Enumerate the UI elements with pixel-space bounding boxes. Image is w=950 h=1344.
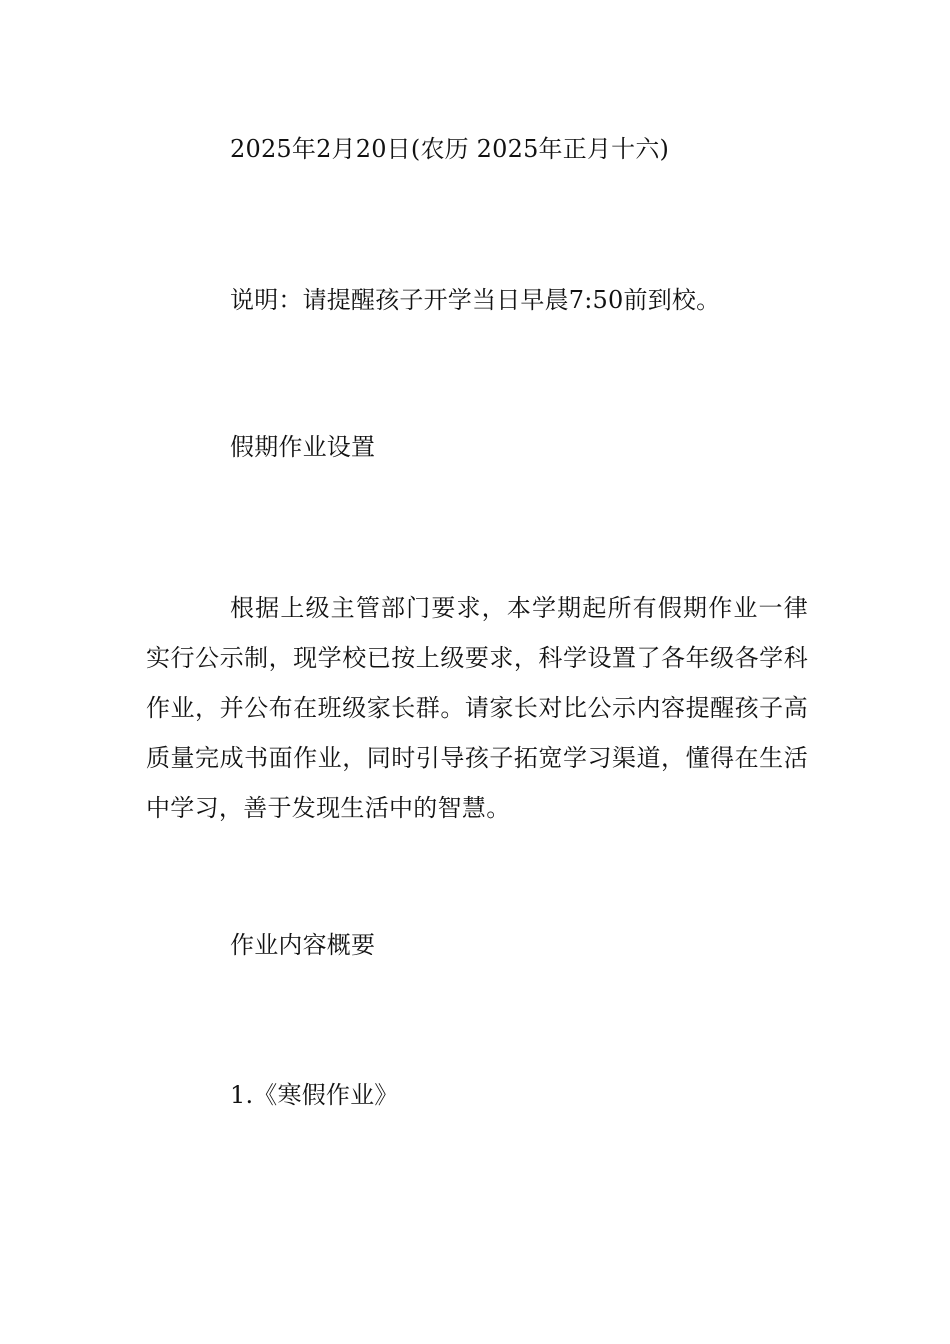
homework-setup-paragraph: 根据上级主管部门要求，本学期起所有假期作业一律实行公示制，现学校已按上级要求，科学设置了各年级各学科作业，并公布在班级家长群。请家长对比公示内容提醒孩子高质量完成书面作业，同时引导孩子拓宽学习渠道，懂得在生活中学习，善于发现生活中的智慧。 <box>146 594 808 822</box>
date-line: 2025年2月20日(农历 2025年正月十六) <box>230 135 670 163</box>
arrival-notice: 说明：请提醒孩子开学当日早晨7:50前到校。 <box>230 286 721 314</box>
homework-list-item: 1.《寒假作业》 <box>230 1081 399 1109</box>
homework-setup-heading: 假期作业设置 <box>230 433 376 461</box>
homework-summary-heading: 作业内容概要 <box>230 931 376 959</box>
